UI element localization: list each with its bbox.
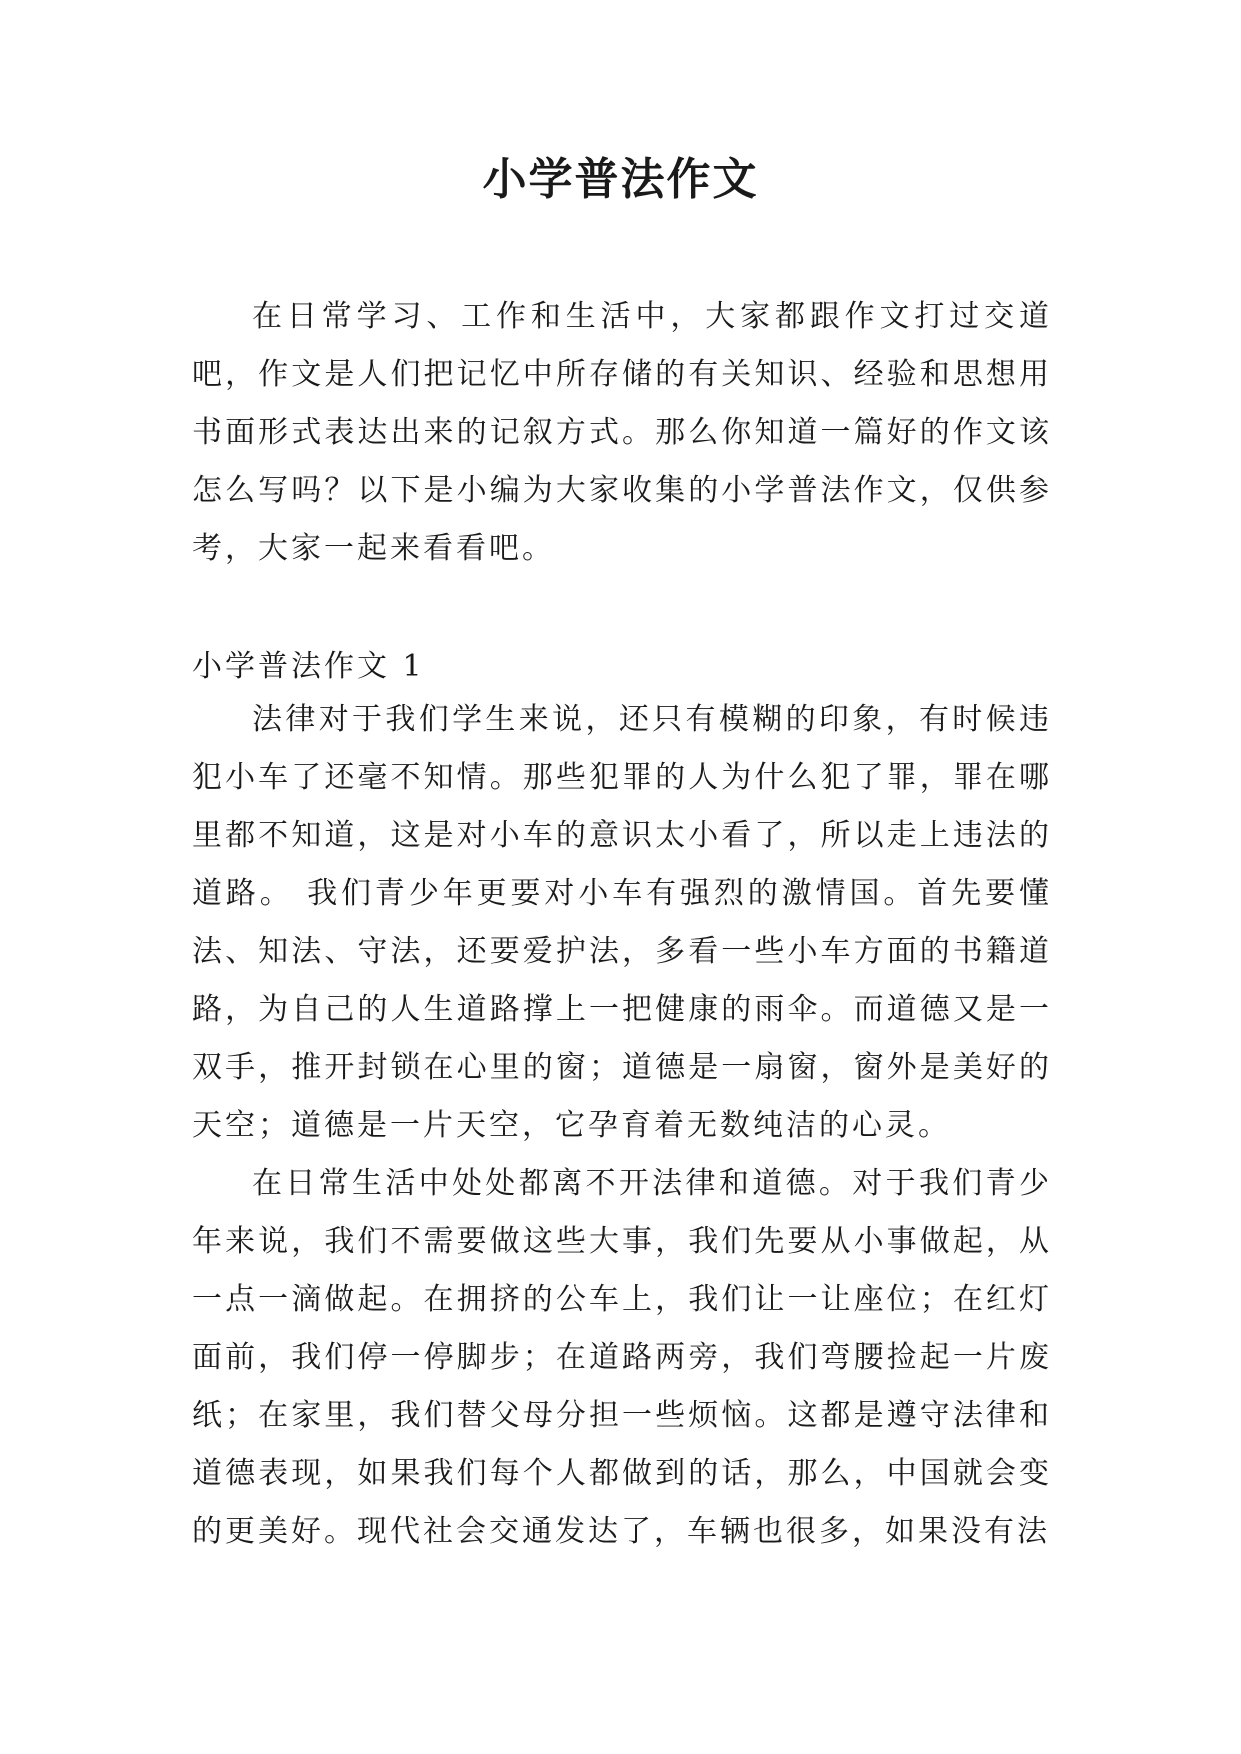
section-body — [192, 691, 1052, 1561]
intro-paragraph: 在日常学习、工作和生活中，大家都跟作文打过交道吧，作文是人们把记忆中所存储的有关知识、经验和思想用书面形式表达出来的记叙方式。那么你知道一篇好的作文该怎么写吗？以下是小编为大家收集的小学普法作文，仅供参考，大家一起来看看吧。 — [192, 299, 1052, 566]
section-paragraph: 法律对于我们学生来说，还只有模糊的印象，有时候违犯小车了还毫不知情。那些犯罪的人为什么犯了罪，罪在哪里都不知道，这是对小车的意识太小看了，所以走上违法的道路。 我们青少年更要对小车有强烈的激情国。首先要懂法、知法、守法，还要爱护法，多看一些小车方面的书籍道路，为自己的人生道路撑上一把健康的雨伞。而道德又是一双手，推开封锁在心里的窗；道德是一扇窗，窗外是美好的天空；道德是一片天空，它孕育着无数纯洁的心灵。 — [192, 702, 1052, 1143]
document-title: 小学普法作文 — [482, 154, 759, 205]
section-paragraph: 在日常生活中处处都离不开法律和道德。对于我们青少年来说，我们不需要做这些大事，我们先要从小事做起，从一点一滴做起。在拥挤的公车上，我们让一让座位；在红灯面前，我们停一停脚步；在道路两旁，我们弯腰捡起一片废纸；在家里，我们替父母分担一些烦恼。这都是遵守法律和道德表现，如果我们每个人都做到的话，那么，中国就会变的更美好。现代社会交通发达了，车辆也很多，如果没有法 — [192, 1166, 1052, 1549]
intro-section — [192, 288, 1052, 578]
section-heading: 小学普法作文 1 — [192, 649, 425, 684]
